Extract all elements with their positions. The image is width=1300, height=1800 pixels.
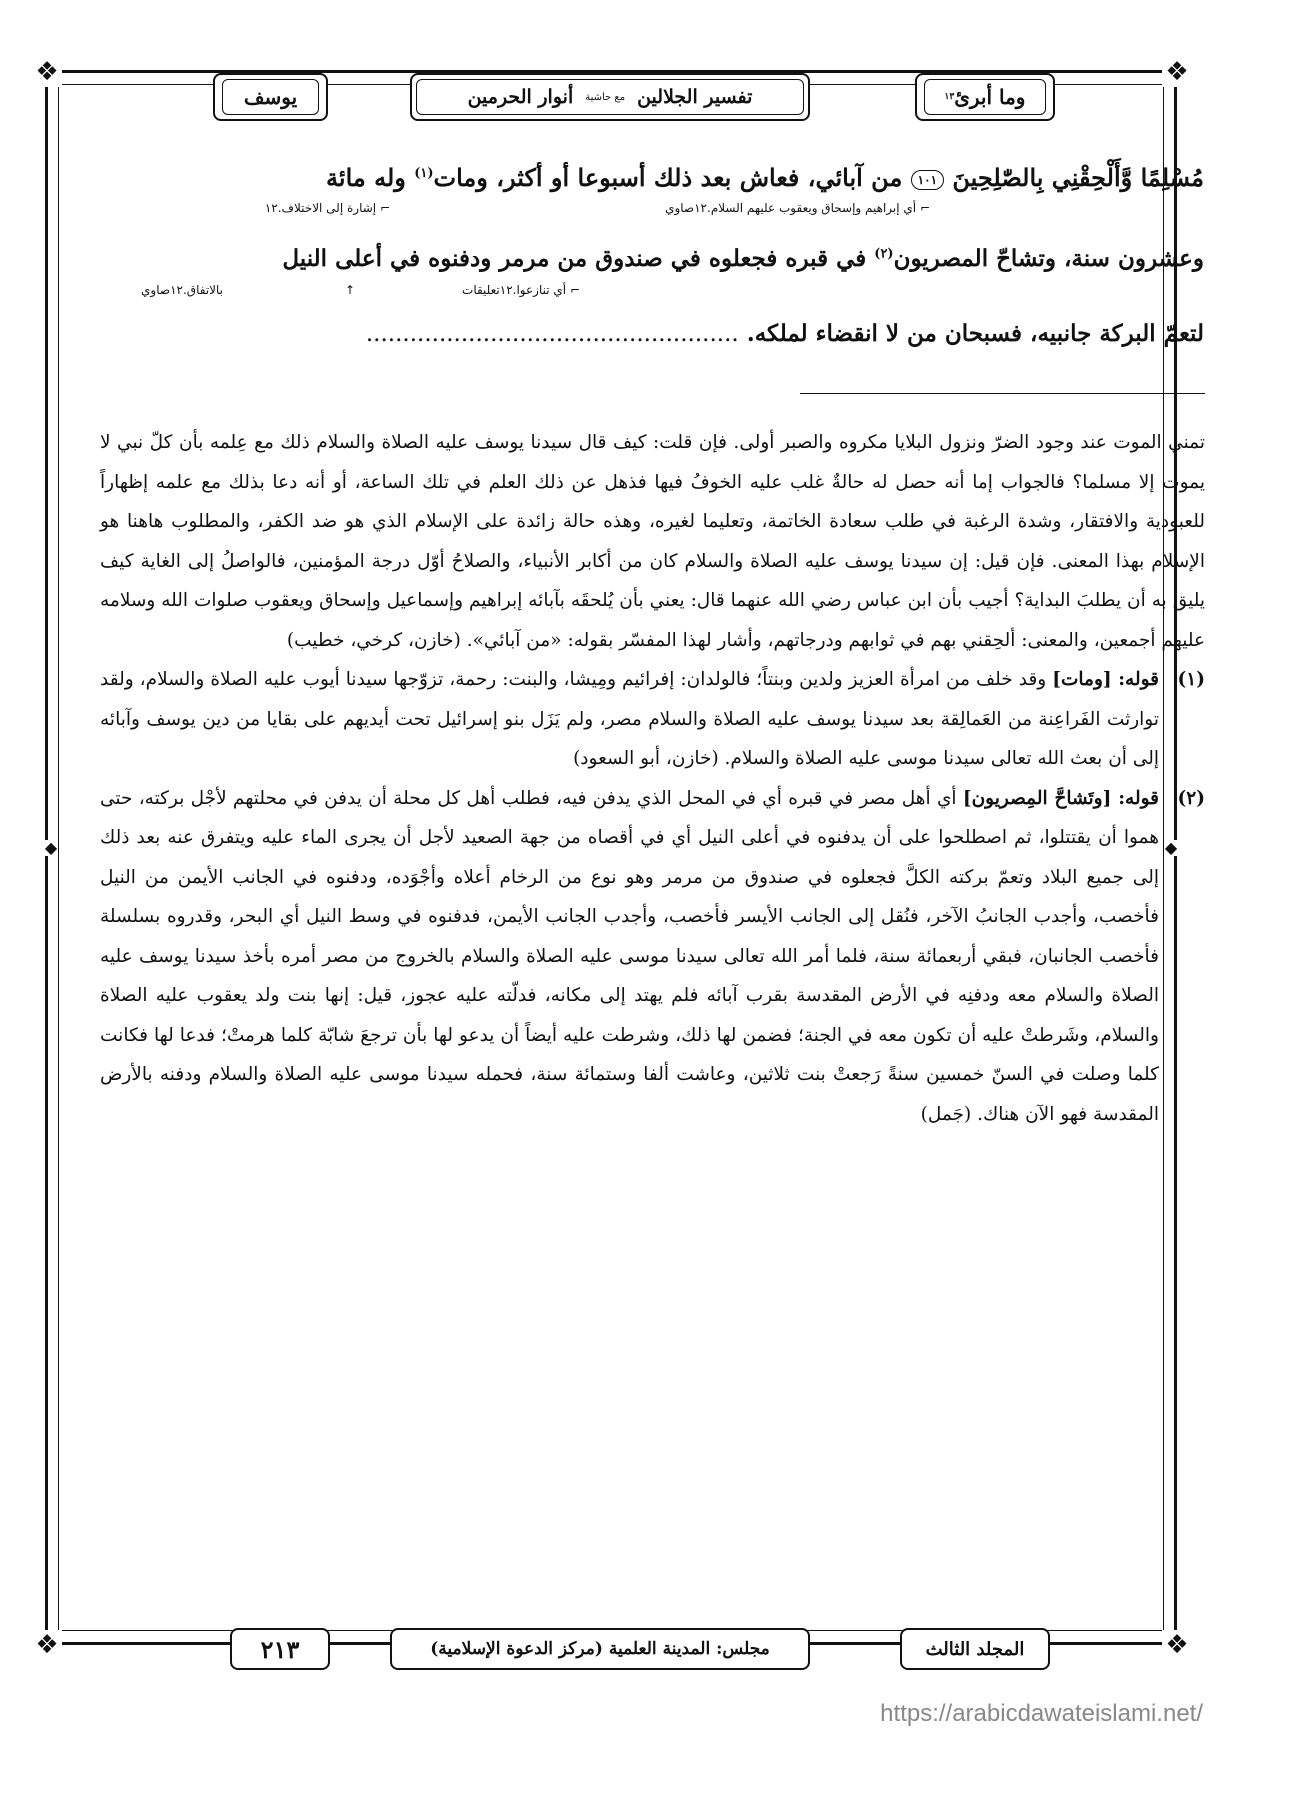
- side-ornament-left: ◆: [44, 838, 58, 857]
- verse-line-2: [282, 245, 1204, 272]
- corner-ornament-bottom-left: ❖: [32, 1630, 62, 1660]
- header-title-sub: أنوار الحرمين: [467, 86, 574, 108]
- ayah-number-marker: ١٠١: [911, 170, 944, 190]
- verse-line-1: [326, 163, 1204, 192]
- header-juz-box: [915, 73, 1055, 121]
- verse-line-3-dots: ...................................................: [365, 321, 739, 347]
- commentary-paragraph-1: تمني الموت عند وجود الضرّ ونزول البلايا مكروه والصبر أولى. فإن قلت: كيف قال سيدنا يوسف عليه الصلاة والسلام ذلك مع عِلمه بأن كلّ نبي لا يموت إلا مسلما؟ فالجواب إما أنه حصل له حالةٌ غلب عليه الخوفُ فيها فذهل عن ذلك العلم في تلك الساعة، أو أنه دعا بذلك مع علمه إظهاراً للعبودية والافتقار، وشدة الرغبة في طلب سعادة الخاتمة، وتعليما لغيره، وهذه حالة زائدة على الإسلام الذي هو ضد الكفر، والمطلوب هاهنا هو الإسلام بهذا المعنى. فإن قيل: إن سيدنا يوسف عليه الصلاة والسلام كان من أكابر الأنبياء، والصلاحُ أوّل درجة المؤمنين، فالواصلُ إلى الغاية كيف يليق به أن يطلبَ البداية؟ أجيب بأن ابن عباس رضي الله عنهما قال: يعني بأن يُلحقَه بآبائه إبراهيم وإسماعيل وإسحاق ويعقوب صلوات الله وسلامه عليهم أجمعين، والمعنى: ألحِقني بهم في ثوابهم ودرجاتهم، وأشار لهذا المفسّر بقوله: «من آبائي». (خازن، كرخي، خطيب): [100, 432, 1205, 651]
- page-number-box: [230, 1628, 330, 1670]
- side-ornament-right: ◆: [1164, 838, 1178, 857]
- gloss-1b: ⌐ إشارة إلى الاختلاف.١٢: [264, 201, 390, 215]
- corner-ornament-top-right: ❖: [1162, 57, 1192, 87]
- publisher-name: مجلس: المدينة العلمية (مركز الدعوة الإسلامية): [430, 1639, 770, 1659]
- footnote-1-text: وقد خلف من امرأة العزيز ولدين وبنتاً؛ فالولدان: إفرائيم ومِيشا، والبنت: رحمة، تزوّجها سيدنا أيوب عليه الصلاة والسلام، ولقد توارثت الفَراعِنة من العَمالِقة بعد سيدنا يوسف عليه الصلاة والسلام مصر، ولم يَزَل بنو إسرائيل تحت أيديهم على بقايا من دين يوسف وآبائه إلى أن بعث الله تعالى سيدنا موسى عليه الصلاة والسلام. (خازن، أبو السعود): [100, 669, 1160, 769]
- header-surah-box: [213, 73, 328, 121]
- quran-text: مُسْلِمًا وَّأَلْحِقْنِي بِالصّٰلِحِينَ: [952, 163, 1204, 192]
- page-number: ٢١٣: [260, 1634, 300, 1664]
- source-url-watermark: https://arabicdawateislami.net/: [880, 1700, 1203, 1727]
- commentary-body: [100, 423, 1205, 1134]
- footnote-2: [100, 779, 1205, 1135]
- verse-line-2-end: في قبره فجعلوه في صندوق من مرمر ودفنوه في أعلى النيل: [282, 245, 867, 272]
- footnote-1: [100, 660, 1205, 779]
- footnote-2-text: أي أهل مصر في قبره أي في المحل الذي يدفن فيه، فطلب أهل كل محلة أن يدفن في محلتهم لأجْل بركته، حتى هموا أن يقتتلوا، ثم اصطلحوا على أن يدفنوه في أعلى النيل أي في أقصاه من جهة الصعيد لأجل أن يجرى الماء عليه ويتفرق عنه بعد ذلك إلى جميع البلاد وتعمّ بركته الكلَّ فجعلوه في صندوق من مرمر وهو نوع من الرخام أعلاه وأجْوَده، ودفنوه في الجانب الأيمن من النيل فأخصب، وأجدب الجانبُ الآخر، فنُقل إلى الجانب الأيسر فأخصب، وأجدب الجانب الأيمن، فدفنوه في وسط النيل أي البحر، وقدروه بسلسلة فأخصب الجانبان، فبقي أربعمائة سنة، فلما أمر الله تعالى سيدنا موسى عليه الصلاة والسلام بالخروج من مصر أمره بأخذ سيدنا يوسف عليه الصلاة والسلام معه ودفنِه في الأرض المقدسة بقرب آبائه فلم يهتد إلى مكانه، فدلّته عليه عجوز، قيل: إنها بنت ولد يعقوب عليه الصلاة والسلام، وشَرطتْ عليه أن تكون معه في الجنة؛ فضمن لها ذلك، وشرطت عليه أيضاً أن يدعو لها بأن ترجعَ شابّة كلما هرمتْ؛ فدعا لها فكانت كلما وصلت في السنّ خمسين سنةً رَجعتْ بنت ثلاثين، وعاشت ألفا وستمائة سنة، فحمله سيدنا موسى عليه الصلاة والسلام ودفنه بالأرض المقدسة فهو الآن هناك. (جَمل): [100, 787, 1159, 1125]
- header-title-box: [410, 73, 810, 121]
- footnote-1-label: قوله: [ومات]: [1052, 669, 1159, 690]
- footnote-2-label: قوله: [وتَشاحَّ المِصريون]: [962, 787, 1159, 809]
- volume-box: [900, 1628, 1050, 1670]
- header-juz-number: ١٣: [944, 92, 955, 102]
- gloss-2a-arrow: ↑: [344, 283, 355, 297]
- footnote-1-number: (١): [1177, 669, 1205, 690]
- header-title-main: تفسير الجلالين: [637, 86, 753, 108]
- footnote-ref-2: (٢): [874, 246, 894, 262]
- gloss-2b: ⌐ أي تنازعوا.١٢تعليقات: [462, 283, 580, 297]
- publisher-box: [390, 1628, 810, 1670]
- gloss-2a: بالاتفاق.١٢صاوي: [141, 283, 223, 297]
- verse-line-2-start: وعشرون سنة، وتشاحّ المصريون: [893, 245, 1204, 272]
- header-juz-label: وما أبرئ: [954, 85, 1026, 109]
- verse-line-3-text: لتعمّ البركة جانبيه، فسبحان من لا انقضاء لملكه.: [746, 320, 1204, 347]
- corner-ornament-top-left: ❖: [32, 57, 62, 87]
- verse-line-3: [366, 320, 1204, 347]
- verse-line-1-end: وله مائة: [326, 163, 406, 192]
- footnote-2-number: (٢): [1177, 787, 1205, 809]
- volume-label: المجلد الثالث: [925, 1638, 1025, 1660]
- header-title-ornament: مع حاشية: [585, 91, 626, 103]
- commentary-separator: [800, 393, 1205, 394]
- verse-line-1-text: من آبائي، فعاش بعد ذلك أسبوعا أو أكثر، ومات: [433, 163, 903, 192]
- header-surah-label: يوسف: [243, 85, 298, 109]
- gloss-1a: ⌐ أي إبراهيم وإسحاق ويعقوب عليهم السلام.١٢صاوي: [665, 201, 930, 215]
- footnote-ref-1: (١): [414, 166, 434, 181]
- corner-ornament-bottom-right: ❖: [1162, 1630, 1192, 1660]
